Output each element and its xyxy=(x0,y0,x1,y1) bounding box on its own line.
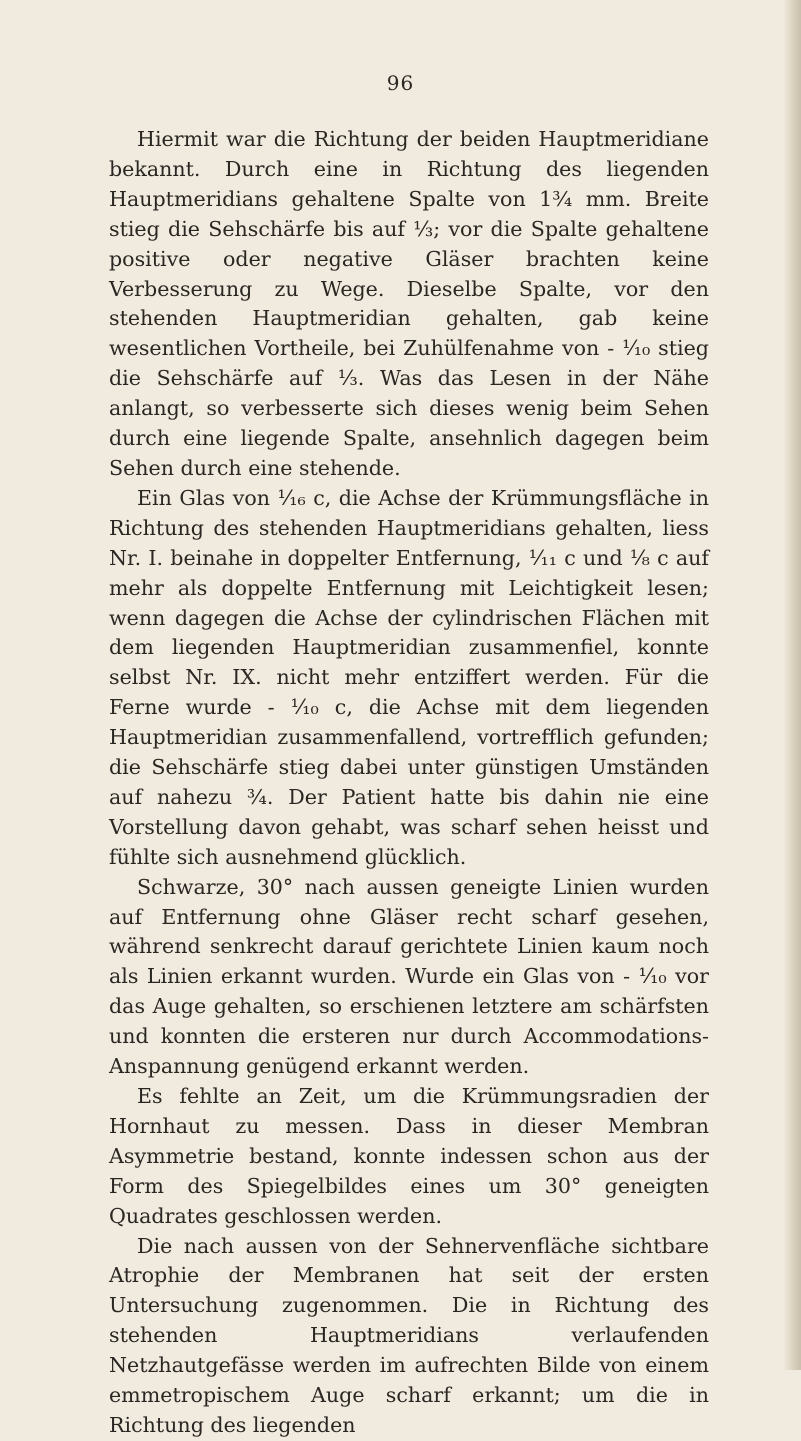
page-edge-shadow xyxy=(783,0,801,1370)
paragraph-3: Schwarze, 30° nach aussen geneigte Linien wurden auf Entfernung ohne Gläser recht scharf gesehen, während senkrecht darauf gerichtete Linien kaum noch als Linien erkannt wurden. Wurde ein Glas von - ¹⁄₁₀ vor das Auge gehalten, so erschienen letztere am schärfsten und konnten die ersteren nur durch Accommodations-Anspannung genügend erkannt werden. xyxy=(109,874,709,1079)
page-number: 96 xyxy=(386,71,415,95)
paragraph-2: Ein Glas von ¹⁄₁₆ c, die Achse der Krümmungsfläche in Richtung des stehenden Hauptmeridians gehalten, liess Nr. I. beinahe in doppelter Entfernung, ¹⁄₁₁ c und ¹⁄₈ c auf mehr als doppelte Entfernung mit Leichtigkeit lesen; wenn dagegen die Achse der cylindrischen Flächen mit dem liegenden Hauptmeridian zusammenfiel, konnte selbst Nr. IX. nicht mehr entziffert werden. Für die Ferne wurde - ¹⁄₁₀ c, die Achse mit dem liegenden Hauptmeridian zusammenfallend, vortrefflich gefunden; die Sehschärfe stieg dabei unter günstigen Umständen auf nahezu ¾. Der Patient hatte bis dahin nie eine Vorstellung davon gehabt, was scharf sehen heisst und fühlte sich ausnehmend glücklich. xyxy=(109,485,709,869)
paragraph-4: Es fehlte an Zeit, um die Krümmungsradien der Hornhaut zu messen. Dass in dieser Membran Asymmetrie bestand, konnte indessen schon aus der Form des Spiegelbildes eines um 30° geneigten Quadrates geschlossen werden. xyxy=(109,1084,709,1228)
paragraph-1: Hiermit war die Richtung der beiden Hauptmeridiane bekannt. Durch eine in Richtung des liegenden Hauptmeridians gehaltene Spalte von 1¾ mm. Breite stieg die Sehschärfe bis auf ⅓; vor die Spalte gehaltene positive oder negative Gläser brachten keine Verbesserung zu Wege. Dieselbe Spalte, vor den stehenden Hauptmeridian gehalten, gab keine wesentlichen Vortheile, bei Zuhülfenahme von - ¹⁄₁₀ stieg die Sehschärfe auf ¹⁄₃. Was das Lesen in der Nähe anlangt, so verbesserte sich dieses wenig beim Sehen durch eine liegende Spalte, ansehnlich dagegen beim Sehen durch eine stehende. xyxy=(109,127,709,480)
paragraph-5: Die nach aussen von der Sehnervenfläche sichtbare Atrophie der Membranen hat seit der ersten Untersuchung zugenommen. Die in Richtung des stehenden Hauptmeridians verlaufenden Netzhautgefässe werden im aufrechten Bilde von einem emmetropischem Auge scharf erkannt; um die in Richtung des liegenden xyxy=(109,1233,709,1437)
body-text xyxy=(109,125,709,1441)
